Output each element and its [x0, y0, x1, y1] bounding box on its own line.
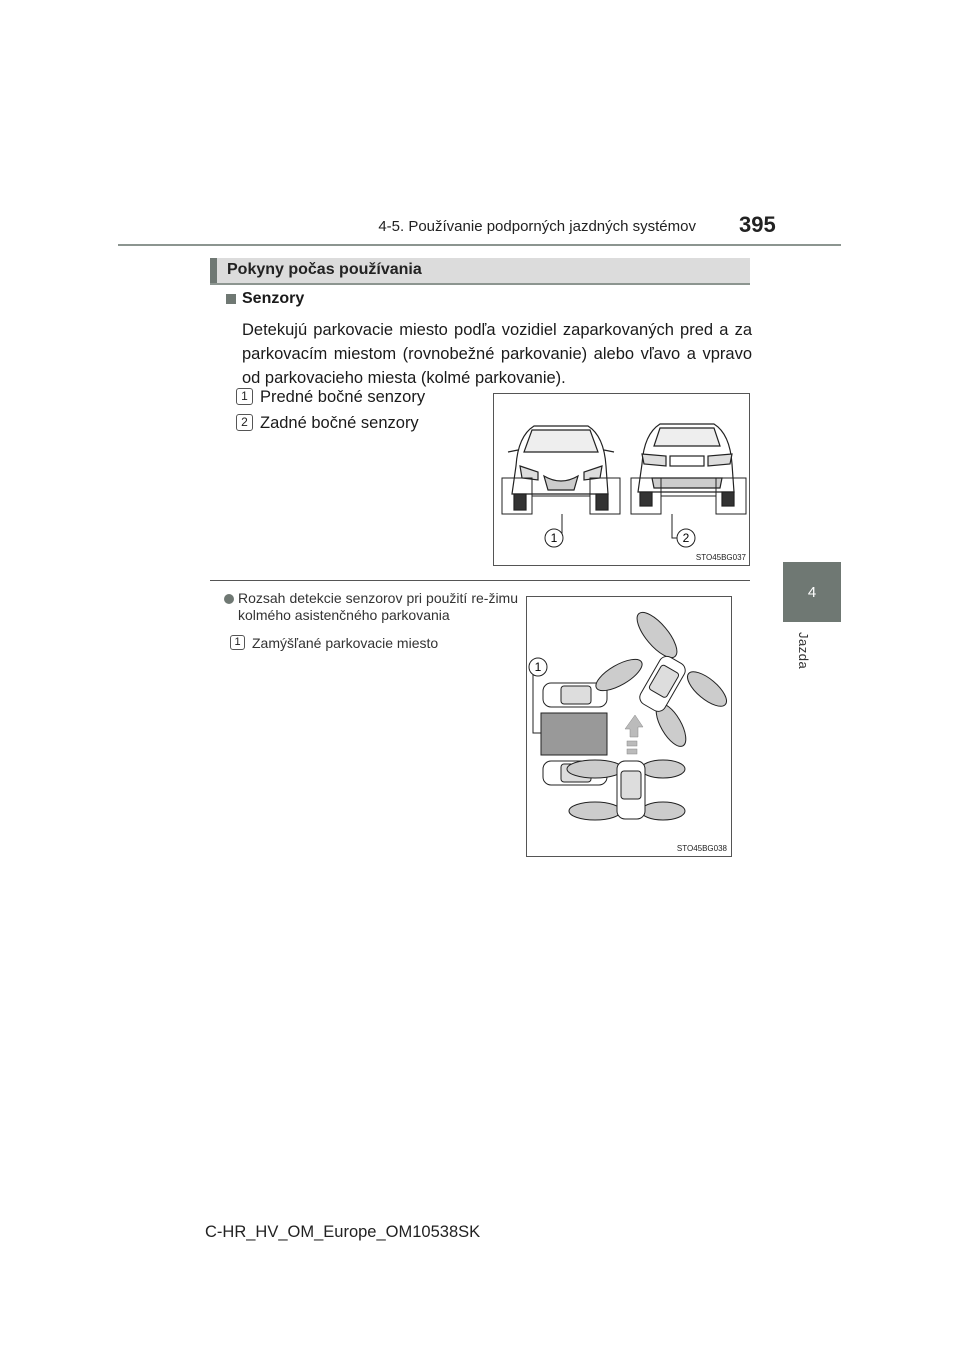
- figure-code: STO45BG037: [695, 553, 746, 562]
- car-front-rear-illustration: [494, 394, 749, 565]
- chapter-tab: [783, 562, 841, 622]
- section-divider: [210, 580, 750, 581]
- list-item-front-sensors: Predné bočné senzory: [260, 388, 426, 406]
- document-code: C-HR_HV_OM_Europe_OM10538SK: [205, 1223, 481, 1241]
- list-number-1: 1: [236, 388, 253, 405]
- detection-range-illustration: [527, 597, 731, 856]
- square-bullet-icon: [226, 294, 236, 304]
- chapter-label: Jazda: [796, 632, 811, 670]
- sensors-paragraph: Detekujú parkovacie miesto podľa vozidiel zaparkovaných pred a za parkovacím miestom (rovnobežné parkovanie) alebo vľavo a vpravo od parkovacieho miesta (kolmé parkovanie).: [242, 321, 752, 387]
- chapter-number: 4: [807, 583, 817, 601]
- figure-sensors-front-rear: [493, 393, 750, 566]
- list-item-rear-sensors: Zadné bočné senzory: [260, 414, 419, 432]
- section-title: Pokyny počas používania: [227, 261, 422, 278]
- figure-callout-2: [677, 529, 695, 547]
- figure-code: STO45BG038: [676, 844, 727, 853]
- target-parking-space: [541, 713, 607, 755]
- callout-number-2: 2: [682, 531, 690, 545]
- moving-car-top-icon: [637, 653, 688, 714]
- note-number-1: 1: [230, 635, 245, 650]
- note-text: Rozsah detekcie senzorov pri použití re-žimu kolmého asistenčného parkovania: [238, 590, 518, 623]
- car-rear-icon: [638, 424, 734, 506]
- subheading-sensors: Senzory: [242, 290, 305, 307]
- list-number-2: 2: [236, 414, 253, 431]
- callout-number-1: 1: [550, 531, 558, 545]
- car-front-icon: [508, 426, 614, 510]
- figure-callout-1: [529, 658, 547, 676]
- header-rule: [118, 244, 841, 246]
- section-bar-rule: [210, 283, 750, 285]
- callout-number-1: 1: [534, 660, 542, 674]
- note-item-target-space: Zamýšľané parkovacie miesto: [252, 635, 439, 651]
- direction-arrow-icon: [625, 715, 643, 754]
- figure-detection-range: [526, 596, 732, 857]
- moving-car-bottom-icon: [617, 761, 645, 819]
- page-number: 395: [739, 212, 776, 237]
- section-bar: [210, 258, 750, 284]
- header-section-title: 4-5. Používanie podporných jazdných systémov: [378, 218, 696, 235]
- dot-bullet-icon: [224, 594, 234, 604]
- figure-callout-1: [545, 529, 563, 547]
